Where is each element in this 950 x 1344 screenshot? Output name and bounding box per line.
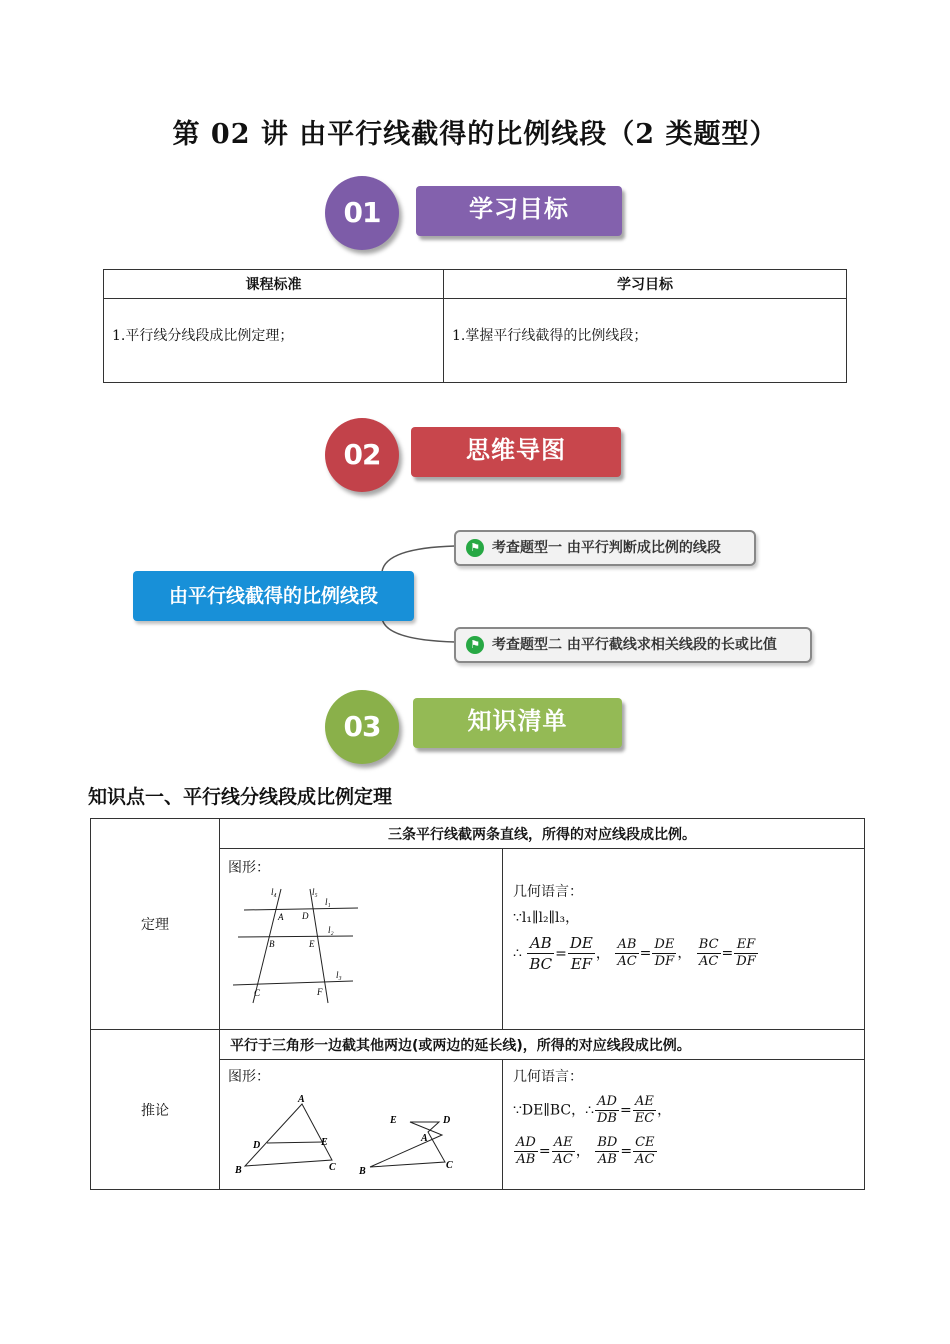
theorem-given: ∵l₁∥l₂∥l₃， xyxy=(513,910,580,926)
flag-icon: ⚑ xyxy=(466,539,484,557)
goals-goal-cell: 1.掌握平行线截得的比例线段； xyxy=(444,299,847,383)
theorem-label: 定理 xyxy=(91,819,220,1030)
section-03-label-bar: 知识清单 xyxy=(413,698,622,748)
page-title: 第 02 讲 由平行线截得的比例线段（2 类题型） xyxy=(172,119,778,150)
corollary-language-cell xyxy=(503,1060,865,1190)
knowledge-table xyxy=(90,818,865,1190)
theorem-statement: 三条平行线截两条直线，所得的对应线段成比例。 xyxy=(220,819,865,849)
svg-text:A: A xyxy=(298,1094,305,1105)
corollary-figure-cell xyxy=(220,1060,503,1190)
corollary-proportions: $\frac{AD}{AB}$ = $\frac{AE}{AC}$ ， $\frac{BD}{AB}$ = $\frac{CE}{AC}$ xyxy=(516,1135,655,1167)
flag-icon: ⚑ xyxy=(466,636,484,654)
label-l5: l₅ xyxy=(312,887,318,897)
goals-table xyxy=(103,269,847,383)
label-l2: l₂ xyxy=(328,925,334,935)
theorem-language-label: 几何语言： xyxy=(513,884,583,900)
corollary-given-line: ∵DE∥BC，∴ $\frac{AD}{DB}$ = $\frac{AE}{EC}$ ， xyxy=(513,1094,672,1126)
mindmap-node-1[interactable] xyxy=(454,530,756,566)
corollary-figure-label: 图形： xyxy=(228,1069,270,1085)
label-C: C xyxy=(254,988,261,998)
theorem-language-cell xyxy=(503,849,865,1030)
svg-text:E: E xyxy=(390,1115,397,1126)
goals-header-standard: 课程标准 xyxy=(104,270,444,299)
section-03-number-badge: 03 xyxy=(325,690,399,764)
label-A: A xyxy=(278,912,284,922)
therefore-symbol: ∴ xyxy=(513,945,522,962)
section-01-label-bar: 学习目标 xyxy=(416,186,622,236)
mindmap-node-2-label: 考查题型二 由平行截线求相关线段的长或比值 xyxy=(492,637,777,653)
section-02-number-badge: 02 xyxy=(325,418,399,492)
corollary-label: 推论 xyxy=(91,1030,220,1190)
corollary-figure xyxy=(230,1092,480,1182)
svg-text:E: E xyxy=(321,1137,328,1148)
svg-text:A: A xyxy=(421,1133,428,1144)
label-F: F xyxy=(317,987,323,997)
svg-text:C: C xyxy=(446,1160,453,1171)
mindmap-root[interactable]: 由平行线截得的比例线段 xyxy=(133,571,414,621)
label-D: D xyxy=(302,911,309,921)
label-E: E xyxy=(309,939,315,949)
corollary-given: ∵DE∥BC，∴ xyxy=(513,1102,594,1119)
theorem-proportions: ∴ $\frac{AB}{BC}$ = $\frac{DE}{EF}$ ， $\frac{AB}{AC}$ = $\frac{DE}{DF}$ ， $\frac{BC}{AC}$ = $\frac{EF}{DF}$ xyxy=(513,934,756,973)
label-l3: l₃ xyxy=(336,970,342,980)
svg-text:B: B xyxy=(235,1165,242,1176)
theorem-figure-label: 图形： xyxy=(228,860,270,876)
goals-standard-cell: 1.平行线分线段成比例定理； xyxy=(104,299,444,383)
mindmap-node-2[interactable] xyxy=(454,627,812,663)
svg-text:C: C xyxy=(329,1162,336,1173)
label-l1: l₁ xyxy=(325,897,331,907)
theorem-figure-cell xyxy=(220,849,503,1030)
goals-header-goal: 学习目标 xyxy=(444,270,847,299)
corollary-language-label: 几何语言： xyxy=(513,1069,583,1085)
svg-text:B: B xyxy=(359,1166,366,1177)
section-02-label-bar: 思维导图 xyxy=(411,427,621,477)
svg-text:D: D xyxy=(443,1115,451,1126)
label-B: B xyxy=(269,939,275,949)
section-01-number-badge: 01 xyxy=(325,176,399,250)
label-l4: l₄ xyxy=(271,887,277,897)
corollary-statement: 平行于三角形一边截其他两边(或两边的延长线)，所得的对应线段成比例。 xyxy=(220,1030,865,1060)
theorem-figure xyxy=(228,885,368,1010)
svg-text:D: D xyxy=(253,1140,261,1151)
knowledge-heading: 知识点一、平行线分线段成比例定理 xyxy=(88,786,393,808)
mindmap-node-1-label: 考查题型一 由平行判断成比例的线段 xyxy=(492,540,721,556)
